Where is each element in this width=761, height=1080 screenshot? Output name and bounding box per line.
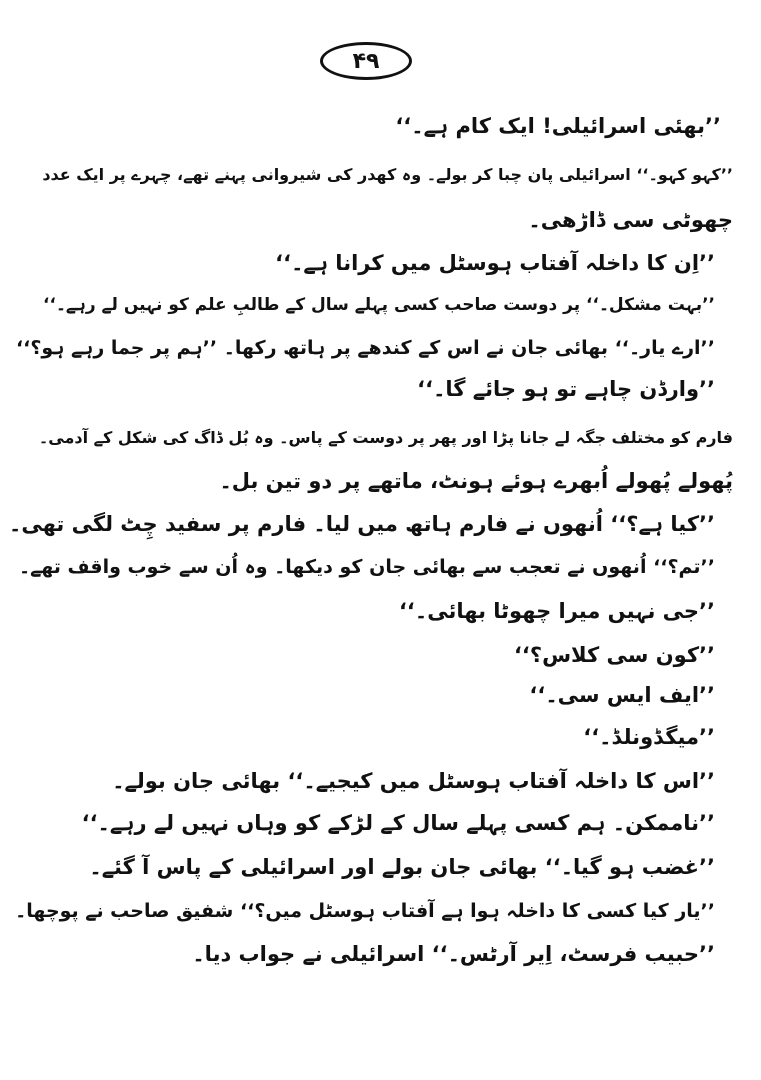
text-line: پُھولے پُھولے اُبھرے ہوئے ہونٹ، ماتھے پر دو تین بل۔ bbox=[219, 469, 733, 493]
text-line: ’’ایف ایس سی۔‘‘ bbox=[529, 683, 715, 707]
page-number: ۴۹ bbox=[320, 42, 412, 80]
text-line: ’’حبیب فرسٹ، اِیر آرٹس۔‘‘ اسرائیلی نے جواب دیا۔ bbox=[192, 942, 715, 966]
text-line: چھوٹی سی ڈاڑھی۔ bbox=[528, 208, 733, 232]
text-line: ’’کون سی کلاس؟‘‘ bbox=[513, 643, 715, 667]
text-line: ’’ناممکن۔ ہم کسی پہلے سال کے لڑکے کو وہاں نہیں لے رہے۔‘‘ bbox=[81, 811, 715, 835]
text-line: ’’یار کیا کسی کا داخلہ ہوا ہے آفتاب ہوسٹل میں؟‘‘ شفیق صاحب نے پوچھا۔ bbox=[15, 900, 715, 922]
text-line: ’’اِن کا داخلہ آفتاب ہوسٹل میں کرانا ہے۔‘‘ bbox=[275, 251, 715, 275]
text-line: ’’وارڈن چاہے تو ہو جائے گا۔‘‘ bbox=[417, 377, 715, 401]
text-line: ’’بہت مشکل۔‘‘ پر دوست صاحب کسی پہلے سال کے طالبِ علم کو نہیں لے رہے۔‘‘ bbox=[43, 295, 715, 315]
text-line: ’’بھئی اسرائیلی! ایک کام ہے۔‘‘ bbox=[395, 114, 721, 138]
text-line: ’’جی نہیں میرا چھوٹا بھائی۔‘‘ bbox=[398, 599, 715, 623]
text-line: ’’غضب ہو گیا۔‘‘ بھائی جان بولے اور اسرائیلی کے پاس آ گئے۔ bbox=[89, 855, 715, 879]
text-line: ’’ارے یار۔‘‘ بھائی جان نے اس کے کندھے پر ہاتھ رکھا۔ ’’ہم پر جما رہے ہو؟‘‘ bbox=[15, 337, 715, 359]
text-line: ’’تم؟‘‘ اُنھوں نے تعجب سے بھائی جان کو دیکھا۔ وہ اُن سے خوب واقف تھے۔ bbox=[18, 556, 715, 578]
text-line: ’’کیا ہے؟‘‘ اُنھوں نے فارم ہاتھ میں لیا۔ فارم پر سفید چِٹ لگی تھی۔ bbox=[9, 512, 715, 536]
text-line: ’’اس کا داخلہ آفتاب ہوسٹل میں کیجیے۔‘‘ بھائی جان بولے۔ bbox=[112, 769, 715, 793]
text-line: ’’کہو کہو۔‘‘ اسرائیلی پان چبا کر بولے۔ وہ کھدر کی شیروانی پہنے تھے، چہرے پر ایک عدد bbox=[42, 165, 733, 184]
text-line: فارم کو مختلف جگہ لے جانا پڑا اور پھر پر دوست کے پاس۔ وہ بُل ڈاگ کی شکل کے آدمی۔ bbox=[38, 428, 733, 447]
text-line: ’’میگڈونلڈ۔‘‘ bbox=[583, 725, 715, 749]
